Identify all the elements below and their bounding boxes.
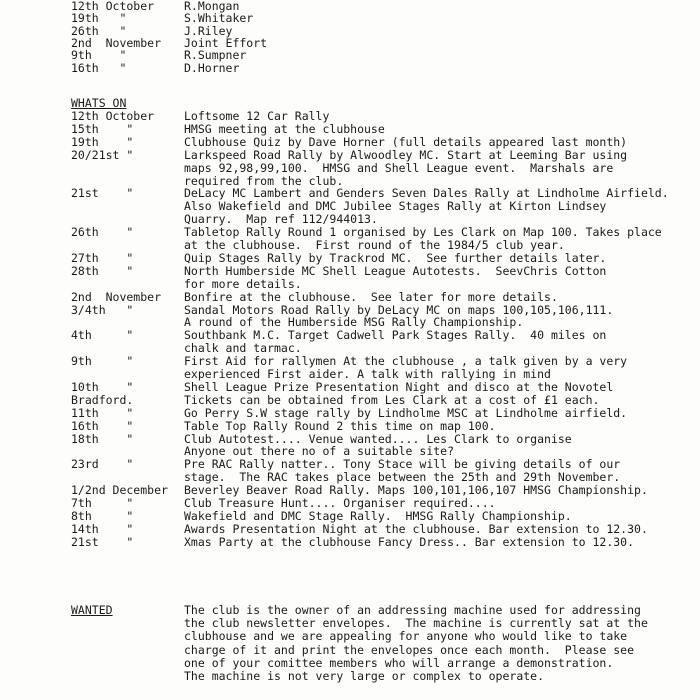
event-text: Sandal Motors Road Rally by DeLacy MC on maps 100,105,106,111.	[184, 302, 614, 317]
event-date: 4th "	[71, 328, 134, 343]
event-text: Pre RAC Rally natter.. Tony Stace will be giving details of our	[184, 457, 621, 472]
event-date: 21st "	[71, 534, 134, 549]
event-text: First Aid for rallymen At the clubhouse , a talk given by a very	[184, 354, 628, 369]
event-date: 7th "	[71, 496, 134, 510]
duty-date: 9th "	[71, 48, 127, 63]
event-text: Tabletop Rally Round 1 organised by Les Clark on Map 100. Takes place	[184, 225, 662, 240]
event-text: Club Autotest.... Venue wanted.... Les Clark to organise	[184, 431, 572, 446]
event-text: Xmas Party at the clubhouse Fancy Dress.. Bar extension to 12.30.	[184, 534, 635, 549]
wanted-line	[0, 630, 700, 643]
duty-name: R.Mongan	[184, 0, 240, 13]
event-row	[0, 536, 700, 549]
event-row	[0, 291, 700, 304]
event-text: at the clubhouse. First round of the 1984/5 club year.	[184, 238, 565, 252]
duty-date: 19th "	[71, 11, 127, 26]
event-date: 18th "	[71, 431, 134, 446]
event-date: 1/2nd December	[71, 483, 168, 498]
event-row	[0, 329, 700, 342]
event-text: Table Top Rally Round 2 this time on map 100.	[184, 418, 496, 433]
event-text: HMSG meeting at the clubhouse	[184, 121, 385, 136]
duty-name: S.Whitaker	[184, 11, 254, 26]
wanted-line	[0, 644, 700, 657]
event-text: Wakefield and DMC Stage Rally. HMSG Rally Championship.	[184, 508, 572, 523]
wanted-text: charge of it and print the envelopes once each month. Please see	[184, 642, 635, 657]
event-date: 3/4th "	[71, 302, 134, 317]
event-date: Bradford.	[71, 392, 134, 407]
event-date: 11th "	[71, 405, 134, 420]
event-text: experienced First aider. A talk with rallying in mind	[184, 367, 551, 381]
event-row	[0, 381, 700, 394]
event-row	[0, 278, 700, 291]
event-date: 8th "	[71, 508, 134, 523]
event-text: Awards Presentation Night at the clubhouse. Bar extension to 12.30.	[184, 521, 648, 536]
duty-name: D.Horner	[184, 60, 240, 75]
duty-name: J.Riley	[184, 23, 233, 38]
wanted-line	[0, 604, 700, 617]
duty-date: 12th October	[71, 0, 155, 13]
event-date: 19th "	[71, 134, 134, 149]
event-text: Larkspeed Road Rally by Alwoodley MC. Start at Leeming Bar using	[184, 147, 628, 162]
event-date: 20/21st "	[71, 147, 134, 162]
event-text: Quip Stages Rally by Trackrod MC. See further details later.	[184, 250, 607, 265]
event-text: Quarry. Map ref 112/944013.	[184, 212, 378, 227]
duty-name: R.Sumpner	[184, 48, 247, 63]
event-date: 2nd November	[71, 289, 162, 304]
event-text: chalk and tarmac.	[184, 341, 302, 356]
event-text: DeLacy MC Lambert and Genders Seven Dales Rally at Lindholme Airfield.	[184, 186, 669, 201]
event-text: Anyone out there no of a suitable site?	[184, 444, 455, 459]
duty-name: Joint Effort	[184, 35, 268, 50]
event-row	[0, 523, 700, 536]
wanted-text: the club newsletter envelopes. The machine is currently sat at the	[184, 616, 648, 631]
event-text: stage. The RAC takes place between the 25th and 29th November.	[184, 470, 621, 485]
event-row	[0, 407, 700, 420]
wanted-text: The club is the owner of an addressing machine used for addressing	[184, 603, 641, 617]
event-text: Beverley Beaver Road Rally. Maps 100,101,106,107 HMSG Championship.	[184, 483, 648, 498]
event-text: Club Treasure Hunt.... Organiser required....	[184, 496, 496, 510]
event-date: 15th "	[71, 121, 134, 136]
event-date: 9th "	[71, 354, 134, 369]
event-text: Clubhouse Quiz by Dave Horner (full details appeared last month)	[184, 134, 628, 149]
event-row	[0, 136, 700, 149]
duty-date: 16th "	[71, 60, 127, 75]
event-text: North Humberside MC Shell League Autotests. SeevChris Cotton	[184, 263, 607, 278]
event-date: 26th "	[71, 225, 134, 240]
event-date: 23rd "	[71, 457, 134, 472]
event-row	[0, 252, 700, 265]
wanted-text: clubhouse and we are appealing for anyone who would like to take	[184, 629, 628, 644]
event-row	[0, 149, 700, 162]
wanted-line	[0, 657, 700, 670]
event-row	[0, 123, 700, 136]
event-text: Southbank M.C. Target Cadwell Park Stages Rally. 40 miles on	[184, 328, 607, 343]
event-text: required from the club.	[184, 173, 344, 188]
event-text: Shell League Prize Presentation Night and disco at the Novotel	[184, 379, 614, 394]
event-text: maps 92,98,99,100. HMSG and Shell League event. Marshals are	[184, 160, 614, 175]
event-text: Also Wakefield and DMC Jubilee Stages Rally at Kirton Lindsey	[184, 199, 607, 214]
event-text: Go Perry S.W stage rally by Lindholme MSC at Lindholme airfield.	[184, 405, 628, 420]
event-text: Loftsome 12 Car Rally	[184, 109, 330, 123]
event-date: 16th "	[71, 418, 134, 433]
wanted-line	[0, 670, 700, 683]
wanted-heading: WANTED	[71, 603, 113, 617]
event-date: 27th "	[71, 250, 134, 265]
event-date: 14th "	[71, 521, 134, 536]
event-date: 28th "	[71, 263, 134, 278]
wanted-line	[0, 617, 700, 630]
event-text: Tickets can be obtained from Les Clark at a cost of £1 each.	[184, 392, 600, 407]
whats-on-heading: WHATS ON	[71, 96, 127, 110]
event-date: 21st "	[71, 186, 134, 201]
event-date: 10th "	[71, 379, 134, 394]
duty-date: 2nd November	[71, 35, 162, 50]
event-text: for more details.	[184, 276, 302, 291]
event-row	[0, 420, 700, 433]
event-row	[0, 394, 700, 407]
wanted-text: one of your comittee members who will arrange a demonstration.	[184, 655, 614, 670]
duty-row	[0, 62, 700, 75]
event-text: A round of the Humberside MSG Rally Championship.	[184, 315, 524, 330]
duty-date: 26th "	[71, 23, 127, 38]
event-row	[0, 510, 700, 523]
event-date: 12th October	[71, 109, 155, 123]
event-row	[0, 265, 700, 278]
event-text: Bonfire at the clubhouse. See later for more details.	[184, 289, 558, 304]
event-row	[0, 162, 700, 175]
wanted-text: The machine is not very large or complex to operate.	[184, 669, 545, 683]
